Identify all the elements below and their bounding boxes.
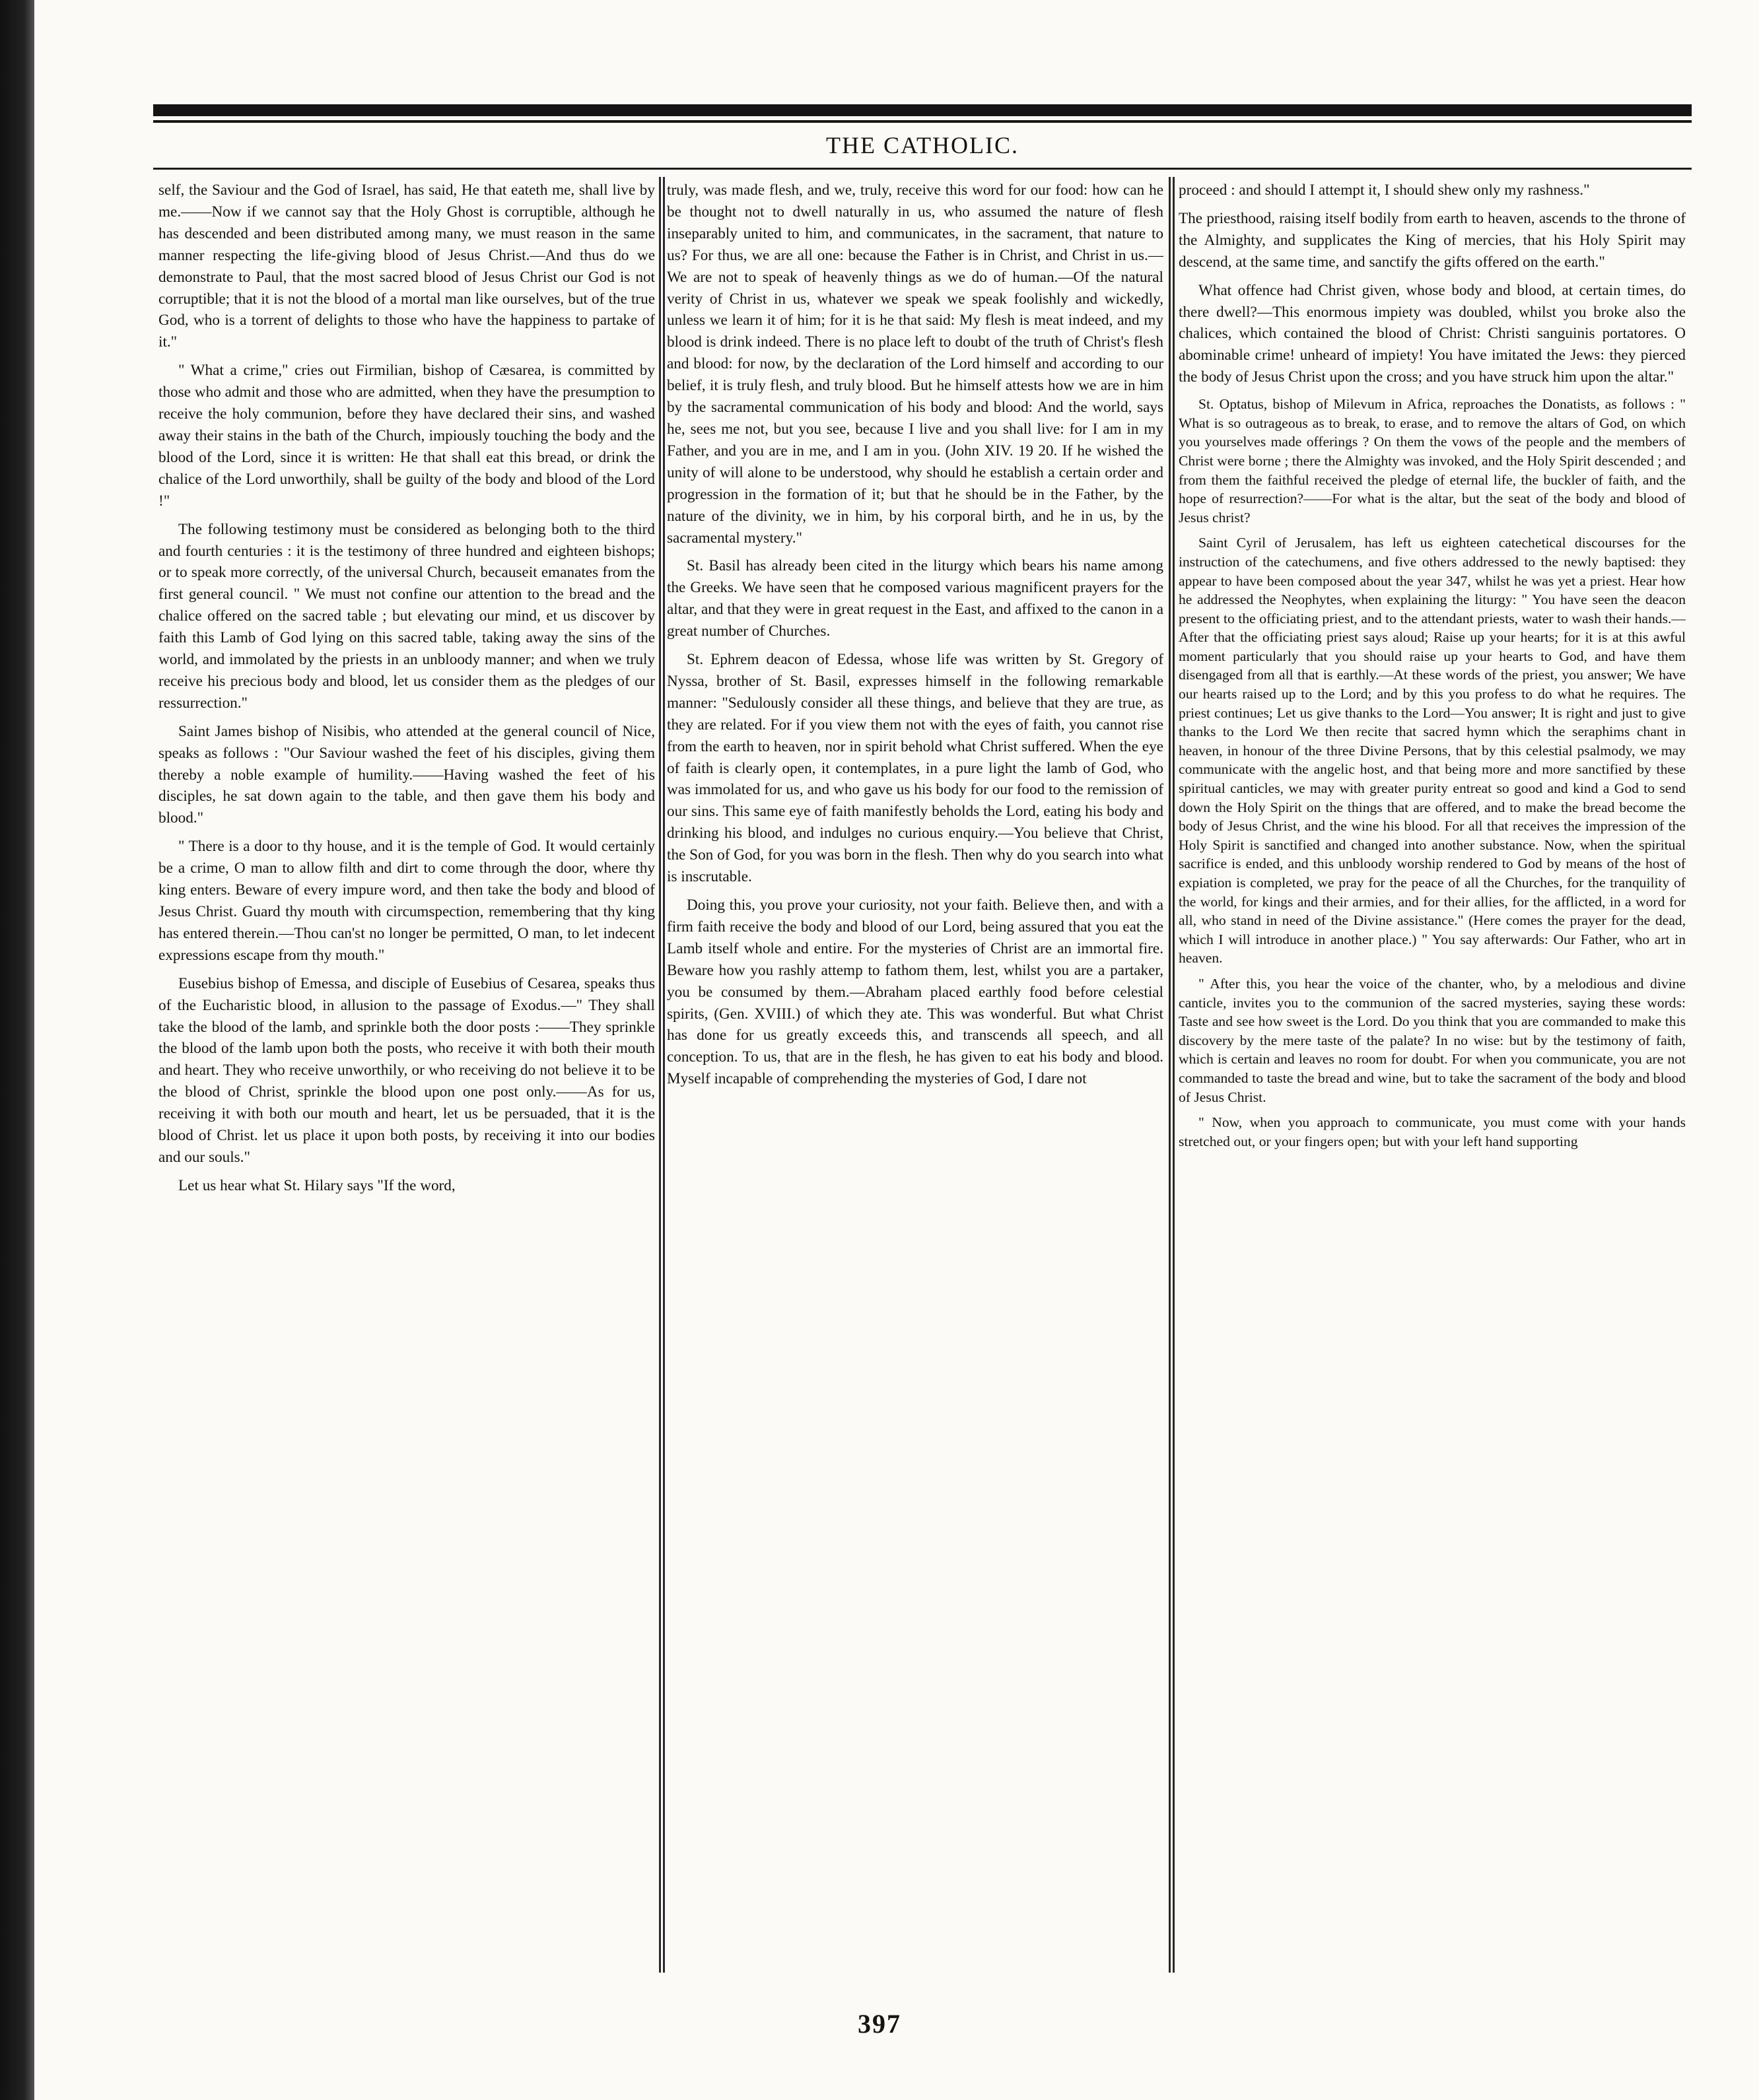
top-rule xyxy=(153,104,1692,116)
book-binding-edge xyxy=(0,0,34,2100)
paragraph: Eusebius bishop of Emessa, and disciple of Eusebius of Cesarea, speaks thus of the Eucharistic blood, in allusion to the passage of Exodus.—" They shall take the blood of the lamb, and sprinkle both the door posts :——They sprinkle the blood of the lamb upon both the posts, who receive it with both their mouth and heart. They who receive unworthily, or who receiving do not believe it to be the blood of Christ, sprinkle the blood upon one post only.——As for us, receiving it with both our mouth and heart, let us be persuaded, that it is the blood of Christ. let us place it upon both posts, by receiving it into our bodies and our souls." xyxy=(158,974,655,1166)
paragraph: St. Basil has already been cited in the liturgy which bears his name among the Greeks. We have seen that he composed various magnificent prayers for the altar, and that they were in great request in the East, and affixed to the canon in a great number of Churches. xyxy=(667,557,1163,640)
paragraph: " Now, when you approach to communicate, you must come with your hands stretched out, or your fingers open; but with your left hand supporting xyxy=(1179,1114,1686,1149)
paragraph: St. Ephrem deacon of Edessa, whose life was written by St. Gregory of Nyssa, brother of St. Basil, expresses himself in the following remarkable manner: "Sedulously consider all these things, and believe that they are true, as they are related. For if you view them not with the eyes of faith, you cannot rise from the earth to heaven, nor in spirit behold what Christ suffered. When the eye of faith is clearly open, it contemplates, in a pure light the lamb of God, who was immolated for us, and who gave us his body for our food to the remission of our sins. This same eye of faith manifestly beholds the Lord, eating his body and drinking his blood, and indulges no curious enquiry.—You believe that Christ, the Son of God, for you was born in the flesh. Then why do you search into what is inscrutable. xyxy=(667,651,1163,886)
column-3 xyxy=(1179,180,1686,1975)
paragraph: St. Optatus, bishop of Milevum in Africa, reproaches the Donatists, as follows : " What is so outrageous as to break, to erase, and to remove the altars of God, on which you yourselves made offerings ? On them the vows of the people and the members of Christ were borne ; there the Almighty was invoked, and the Holy Spirit descended ; and from them the faithful received the pledge of eternal life, the buckler of faith, and the hope of resurrection?——For what is the altar, but the seat of the body and blood of Jesus christ? xyxy=(1179,396,1686,525)
column-divider-2 xyxy=(1169,177,1171,1973)
paragraph: self, the Saviour and the God of Israel, has said, He that eateth me, shall live by me.——Now if we cannot say that the Holy Ghost is corruptible, although he has descended and been distributed among many, we must reason in the same manner respecting the life-giving blood of Jesus Christ.—And thus do we demonstrate to Paul, that the most sacred blood of Jesus Christ our God is not corruptible; that it is not the blood of a mortal man like ourselves, but of the true God, who is a torrent of delights to those who have the happiness to partake of it." xyxy=(158,182,655,351)
paragraph: " After this, you hear the voice of the chanter, who, by a melodious and divine canticle, invites you to the communion of the sacred mysteries, saying these words: Taste and see how sweet is the Lord. Do you think that you are commanded to make this discovery by the mere taste of the palate? In no wise: but by the testimony of faith, which is certain and leaves no room for doubt. For when you communicate, you are not commanded to taste the bread and wine, but to take the sacrament of the body and blood of Jesus Christ. xyxy=(1179,975,1686,1105)
paragraph: proceed : and should I attempt it, I should shew only my rashness." xyxy=(1179,182,1590,199)
column-divider-1 xyxy=(659,177,661,1973)
paragraph: Saint Cyril of Jerusalem, has left us eighteen catechetical discourses for the instruction of the catechumens, and five others addressed to the newly baptised: they appear to have been composed about the year 347, whilst he was yet a priest. Hear how he addressed the Neophytes, when explaining the liturgy: " You have seen the deacon present to the officiating priest, and to the attendant priests, water to wash their hands.—After that the officiating priest says aloud; Raise up your hearts; for it is at this awful moment particularly that you should raise up your hearts to God, and have them disengaged from all that is earthly.—At these words of the priest, you answer; We have our hearts raised up to the Lord; and by this you profess to do what he requires. The priest continues; Let us give thanks to the Lord—You answer; It is right and just to give thanks to the Lord We then recite that sacred hymn which the seraphims chant in heaven, in honour of the three Divine Persons, that by this celestial psalmody, we may communicate with the angelic host, and that being more and more sanctified by these spiritual canticles, we may with greater purity entreat so good and kind a God to send down the Holy Spirit on the things that are offered, and to make the bread become the body of Jesus Christ, and the wine his blood. For all that receives the impression of the Holy Spirit is sanctified and changed into another substance. Now, when the spiritual sacrifice is ended, and this unbloody worship rendered to God by means of the host of expiation is completed, we pray for the peace of all the Churches, for the tranquility of the world, for kings and their armies, and for their allies, for the afflicted, in a word for all, who stand in need of the Divine assistance." (Here comes the prayer for the dead, which I will introduce in another place.) " You say afterwards: Our Father, who art in heaven. xyxy=(1179,535,1686,966)
paragraph: " There is a door to thy house, and it is the temple of God. It would certainly be a crime, O man to allow filth and dirt to come through the door, where thy king enters. Beware of every impure word, and then take the body and blood of Jesus Christ. Guard thy mouth with circumspection, remembering that thy king has entered therein.—Thou can'st no longer be permitted, O man, to let indecent expressions escape from thy mouth." xyxy=(158,838,655,964)
column-divider-1b xyxy=(663,177,665,1973)
column-divider-2b xyxy=(1173,177,1175,1973)
paragraph: Doing this, you prove your curiosity, not your faith. Believe then, and with a firm faith receive the body and blood of our Lord, being assured that you eat the Lamb itself whole and entire. For the mysteries of Christ are an immortal fire. Beware how you rashly attemp to fathom them, lest, whilst you are a partaker, you be consumed by them.—Abraham placed earthly food before celestial spirits, (Gen. XVIII.) of which they ate. This was wonderful. But what Christ has done for us greatly exceeds this, and transcends all speech, and all conception. To us, that are in the flesh, he has given to eat his body and blood. Myself incapable of comprehending the mysteries of God, I dare not xyxy=(667,897,1163,1088)
column-1 xyxy=(158,180,655,1975)
paragraph: The following testimony must be considered as belonging both to the third and fourth centuries : it is the testimony of three hundred and eighteen bishops; or to speak more correctly, of the universal Church, becauseit emanates from the first general council. " We must not confine our attention to the bread and the chalice offered on the sacred table ; but elevating our mind, et us discover by faith this Lamb of God lying on this sacred table, taking away the sins of the world, and immolated by the priests in an unbloody manner; and when we truly receive his precious body and blood, let us consider them as the pledges of our ressurrection." xyxy=(158,520,655,712)
top-rule-thin xyxy=(153,120,1692,123)
paragraph: Let us hear what St. Hilary says "If the word, xyxy=(178,1176,456,1194)
paragraph: truly, was made flesh, and we, truly, receive this word for our food: how can he be thought not to dwell naturally in us, who assumed the nature of flesh inseparably united to him, and communicates, in the sacrament, that nature to us? For thus, we are all one: because the Father is in Christ, and Christ in us.—We are not to speak of heavenly things as we do of human.—Of the natural verity of Christ in us, whatever we speak we speak foolishly and wickedly, unless we learn it of him; for it is he that said: My flesh is meat indeed, and my blood is drink indeed. There is no place left to doubt of the truth of Christ's flesh and blood: for now, by the declaration of the Lord himself and according to our belief, it is truly flesh, and truly blood. But he himself attests how we are in him by the sacramental communication of his body and blood: And the world, says he, sees me not, but you see, because I live and you shall live: for I am in my Father, and you are in me, and I am in you. (John XIV. 19 20. If he wished the unity of will alone to be understood, why should he establish a certain order and progression in the formation of it; but that he should be in the Father, by the nature of the divinity, we in him, by his corporal birth, and he in us, by the sacramental mystery." xyxy=(667,182,1163,547)
paragraph: Saint James bishop of Nisibis, who attended at the general council of Nice, speaks as follows : "Our Saviour washed the feet of his disciples, giving them thereby a noble example of humility.——Having washed the feet of his disciples, he sat down again to the table, and then gave them his body and blood." xyxy=(158,722,655,827)
paragraph: What offence had Christ given, whose body and blood, at certain times, do there dwell?—This enormous impiety was doubled, whilst you broke also the chalices, which contained the blood of Christ: Christi sanguinis portatores. O abominable crime! unheard of impiety! You have imitated the Jews: they pierced the body of Jesus Christ upon the cross; and you have struck him upon the altar." xyxy=(1179,281,1686,386)
page-number: 397 xyxy=(858,2009,901,2039)
paragraph: " What a crime," cries out Firmilian, bishop of Cæsarea, is committed by those who admit and those who are admitted, when they have the presumption to receive the holy communion, before they have declared their sins, and washed away their stains in the bath of the Church, impiously touching the body and the blood of the Lord, since it is written: He that shall eat this bread, or drink the chalice of the Lord unworthily, shall be guilty of the body and blood of the Lord !" xyxy=(158,362,655,510)
paragraph: The priesthood, raising itself bodily from earth to heaven, ascends to the throne of the Almighty, and supplicates the King of mercies, that his Holy Spirit may descend, at the same time, and sanctify the gifts offered on the earth." xyxy=(1179,209,1686,271)
head-rule xyxy=(153,168,1692,170)
column-2 xyxy=(667,180,1163,1975)
running-head: THE CATHOLIC. xyxy=(826,132,1019,158)
